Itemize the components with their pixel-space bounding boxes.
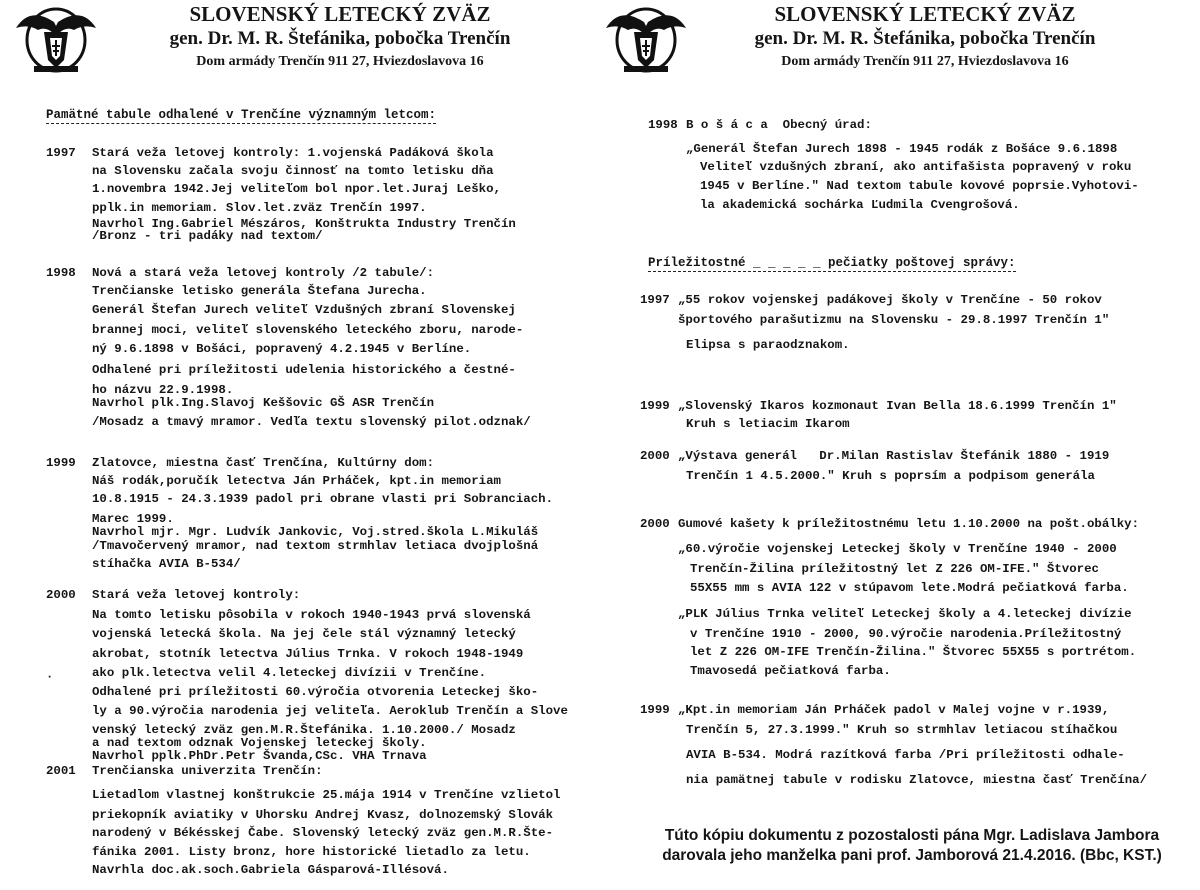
entry-line: Zlatovce, miestna časť Trenčína, Kultúrny dom: — [92, 456, 435, 470]
entry-line: Generál Štefan Jurech veliteľ Vzdušných zbraní Slovenskej — [92, 303, 516, 317]
entry-line: Stará veža letovej kontroly: — [92, 588, 301, 602]
slz-emblem-icon — [14, 2, 98, 78]
entry-line: Stará veža letovej kontroly: 1.vojenská Padáková škola — [92, 146, 494, 160]
org-name: SLOVENSKÝ LETECKÝ ZVÄZ — [189, 2, 491, 26]
entry-line: stíhačka AVIA B-534/ — [92, 557, 241, 571]
entry-line: /Bronz - tri padáky nad textom/ — [92, 229, 323, 243]
entry-line: /Mosadz a tmavý mramor. Vedľa textu slovenský pilot.odznak/ — [92, 415, 531, 429]
entry-line: pplk.in memoriam. Slov.let.zväz Trenčín 1997. — [92, 201, 427, 215]
entry-line: Marec 1999. — [92, 512, 174, 526]
entry-year: 1999 — [46, 456, 76, 470]
entry-year: 1998 — [46, 266, 76, 280]
entry-line: ako plk.letectva velil 4.leteckej divízii v Trenčíne. — [92, 666, 487, 680]
entry-line: AVIA B-534. Modrá razítková farba /Pri príležitosti odhale- — [686, 748, 1125, 762]
address: Dom armády Trenčín 911 27, Hviezdoslavova 16 — [781, 54, 1069, 69]
entry-line: Trenčín 5, 27.3.1999." Kruh so strmhlav letiacou stíhačkou — [686, 723, 1118, 737]
entry-line: 55X55 mm s AVIA 122 v stúpavom lete.Modrá pečiatková farba. — [690, 581, 1129, 595]
entry-line: brannej moci, veliteľ slovenského leteckého zboru, narode- — [92, 323, 524, 337]
entry-line: 1945 v Berlíne." Nad textom tabule kovové poprsie.Vyhotovi- — [700, 179, 1139, 193]
entry-line: v Trenčíne 1910 - 2000, 90.výročie narodenia.Príležitostný — [690, 627, 1122, 641]
entry-line: ly a 90.výročia narodenia jej veliteľa. Aeroklub Trenčín a Slove — [92, 704, 568, 718]
entry-year: 1997 — [640, 293, 670, 307]
entry-line: Trenčianska univerzita Trenčín: — [92, 764, 323, 778]
entry-line: narodený v Békésskej Čabe. Slovenský letecký zväz gen.M.R.Šte- — [92, 826, 554, 840]
org-name: SLOVENSKÝ LETECKÝ ZVÄZ — [774, 2, 1076, 26]
entry-line: Gumové kašety k príležitostnému letu 1.10.2000 na pošt.obálky: — [678, 517, 1140, 531]
entry-line: Trenčín 1 4.5.2000." Kruh s poprsím a podpisom generála — [686, 469, 1095, 483]
section-title-postmarks: Príležitostné _ _ _ _ _ pečiatky poštovej správy: — [648, 256, 1016, 270]
entry-line: „Výstava generál Dr.Milan Rastislav Štefánik 1880 - 1919 — [678, 449, 1110, 463]
entry-year: 2001 — [46, 764, 76, 778]
entry-year: 1997 — [46, 146, 76, 160]
entry-line: Kruh s letiacim Ikarom — [686, 417, 850, 431]
entry-line: „PLK Július Trnka veliteľ Leteckej školy a 4.leteckej divízie — [678, 607, 1132, 621]
entry-line: Navrhol plk.Ing.Slavoj Keššovic GŠ ASR Trenčín — [92, 396, 435, 410]
entry-line: fánika 2001. Listy bronz, hore historické lietadlo za letu. — [92, 845, 531, 859]
entry-line: ho názvu 22.9.1998. — [92, 383, 234, 397]
entry-line: „55 rokov vojenskej padákovej školy v Trenčíne - 50 rokov — [678, 293, 1102, 307]
entry-year: 2000 — [46, 588, 76, 602]
entry-line: venský letecký zväz gen.M.R.Štefánika. 1.10.2000./ Mosadz — [92, 723, 516, 737]
stray-mark: · — [46, 670, 54, 684]
donation-note — [652, 826, 1172, 866]
entry-line: „60.výročie vojenskej Leteckej školy v Trenčíne 1940 - 2000 — [678, 542, 1117, 556]
entry-line: Trenčín-Žilina príležitostný let Z 226 OM-IFE." Štvorec — [690, 562, 1099, 576]
entry-line: a nad textom odznak Vojenskej leteckej školy. — [92, 736, 427, 750]
branch-name: gen. Dr. M. R. Štefánika, pobočka Trenčín — [169, 28, 511, 49]
entry-line: Trenčianske letisko generála Štefana Jurecha. — [92, 284, 427, 298]
right-page — [600, 0, 1200, 890]
entry-line: „Slovenský Ikaros kozmonaut Ivan Bella 18.6.1999 Trenčín 1" — [678, 399, 1117, 413]
entry-year: 2000 — [640, 517, 670, 531]
entry-line: Na tomto letisku pôsobila v rokoch 1940-1943 prvá slovenská — [92, 608, 531, 622]
entry-line: Navrhol mjr. Mgr. Ludvík Jankovic, Voj.stred.škola L.Mikuláš — [92, 525, 539, 539]
entry-line: let Z 226 OM-IFE Trenčín-Žilina." Štvorec 55X55 s portrétom. — [690, 645, 1137, 659]
entry-line: akrobat, stotník letectva Július Trnka. V rokoch 1948-1949 — [92, 647, 524, 661]
entry-line: 10.8.1915 - 24.3.1939 padol pri obrane vlasti pri Sobranciach. — [92, 492, 554, 506]
entry-line: 1.novembra 1942.Jej veliteľom bol npor.let.Juraj Leško, — [92, 182, 501, 196]
entry-line: Navrhla doc.ak.soch.Gabriela Gásparová-Illésová. — [92, 863, 449, 877]
entry-year: 1999 — [640, 399, 670, 413]
letterhead — [730, 2, 1120, 72]
entry-year: 2000 — [640, 449, 670, 463]
entry-line: Elipsa s paraodznakom. — [686, 338, 850, 352]
entry-line: B o š á c a Obecný úrad: — [686, 118, 872, 132]
entry-line: Odhalené pri príležitosti 60.výročia otvorenia Leteckej ško- — [92, 685, 539, 699]
section-title-plaques: Pamätné tabule odhalené v Trenčíne významným letcom: — [46, 108, 437, 122]
entry-line: Tmavosedá pečiatková farba. — [690, 664, 891, 678]
entry-line: /Tmavočervený mramor, nad textom strmhlav letiaca dvojplošná — [92, 539, 539, 553]
entry-line: Nová a stará veža letovej kontroly /2 tabule/: — [92, 266, 435, 280]
branch-name: gen. Dr. M. R. Štefánika, pobočka Trenčín — [754, 28, 1096, 49]
entry-line: Odhalené pri príležitosti udelenia historického a čestné- — [92, 363, 516, 377]
entry-line: la akademická sochárka Ľudmila Cvengrošová. — [700, 198, 1020, 212]
entry-line: nia pamätnej tabule v rodisku Zlatovce, miestna časť Trenčína/ — [686, 773, 1148, 787]
donation-note-line-2: darovala jeho manželka pani prof. Jamborová 21.4.2016. (Bbc, KST.) — [662, 847, 1162, 864]
slz-emblem-icon — [604, 2, 688, 78]
entry-line: Veliteľ vzdušných zbraní, ako antifašista popravený v roku — [700, 160, 1132, 174]
entry-year: 1999 — [640, 703, 670, 717]
entry-line: „Generál Štefan Jurech 1898 - 1945 rodák z Bošáce 9.6.1898 — [686, 142, 1118, 156]
letterhead — [140, 2, 540, 72]
entry-line: na Slovensku začala svoju činnosť na tomto letisku dňa — [92, 164, 494, 178]
address: Dom armády Trenčín 911 27, Hviezdoslavova 16 — [196, 54, 484, 69]
entry-line: športového parašutizmu na Slovensku - 29.8.1997 Trenčín 1" — [678, 313, 1110, 327]
entry-line: ný 9.6.1898 v Bošáci, popravený 4.2.1945 v Berlíne. — [92, 342, 472, 356]
entry-line: „Kpt.in memoriam Ján Prháček padol v Malej vojne v r.1939, — [678, 703, 1110, 717]
entry-line: Náš rodák,poručík letectva Ján Prháček, kpt.in memoriam — [92, 474, 501, 488]
entry-line: priekopník aviatiky v Uhorsku Andrej Kvasz, dolnozemský Slovák — [92, 808, 554, 822]
entry-line: Lietadlom vlastnej konštrukcie 25.mája 1914 v Trenčíne vzlietol — [92, 788, 561, 802]
entry-line: Navrhol pplk.PhDr.Petr Švanda,CSc. VHA Trnava — [92, 749, 427, 763]
entry-line: Navrhol Ing.Gabriel Mészáros, Konštrukta Industry Trenčín — [92, 217, 516, 231]
donation-note-line-1: Túto kópiu dokumentu z pozostalosti pána Mgr. Ladislava Jambora — [664, 827, 1160, 844]
entry-line: vojenská letecká škola. Na jej čele stál významný letecký — [92, 627, 516, 641]
entry-year: 1998 — [648, 118, 678, 132]
